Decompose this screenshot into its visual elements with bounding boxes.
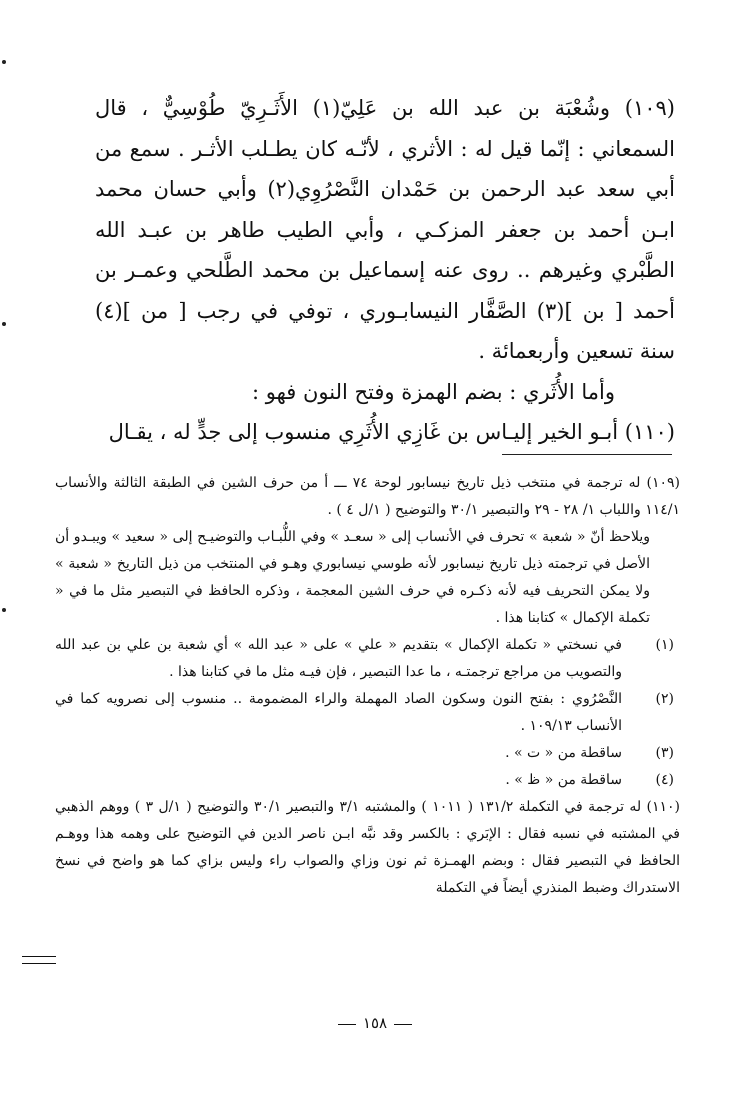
continuation-mark [22, 956, 56, 964]
margin-mark [2, 322, 6, 326]
footnote-item [55, 740, 680, 767]
footnote-item [55, 686, 680, 740]
margin-mark [2, 608, 6, 612]
page-number-dash [338, 1024, 356, 1025]
margin-mark [2, 60, 6, 64]
footnote-number: (٤) [655, 772, 674, 788]
footnote-entry-110: (١١٠) له ترجمة في التكملة ١٣١/٢ ( ١٠١١ ) والمشتبه ٣/١ والتبصير ٣٠/١ والتوضيح ( ١/ل ٣ ) ووهم الذهبي في المشتبه في نسبه فقال : الإبَري : بالكسر وقد نبَّه ابـن ناصر الدين في التوضيح على وهمه هذا ووهـم الحافظ في التبصير فقال : وبضم الهمـزة ثم نون وزاي والصواب راء وليس بزاي كما هو واضح في نسخ الاستدراك وضبط المنذري أيضاً في التكملة [55, 799, 680, 896]
main-text [95, 88, 675, 453]
entry-109: (١٠٩) وشُعْبَة بن عبد الله بن عَلِيّ(١) الأَثَـرِيّ طُوْسِيٌّ ، قال السمعاني : إنّما قيل له : الأثري ، لأنّـه كان يطـلب الأثـر . سمع من أبي سعد عبد الرحمن بن حَمْدان النَّصْرُوِي(٢) وأبي حسان محمد ابـن أحمد بن جعفر المزكـي ، وأبي الطيب طاهر بن عبـد الله الطَّبْري وغيرهم .. روى عنه إسماعيل بن محمد الطَّلحي وعمـر بن أحمد [ بن ](٣) الصَّفَّار النيسابـوري ، توفي في رجب [ من ](٤) سنة تسعين وأربعمائة . [95, 96, 676, 363]
footnote-number: (٢) [655, 691, 674, 707]
footnote-text: ساقطة من « ت » . [505, 745, 622, 761]
section-heading: وأما الأُثَري : بضم الهمزة وفتح النون فهو : [251, 379, 615, 404]
footnote-number: (١) [655, 637, 674, 653]
footnote-entry-109: (١٠٩) له ترجمة في منتخب ذيل تاريخ نيسابور لوحة ٧٤ ـــ أ من حرف الشين في الطبقة الثالثة والأنساب ١١٤/١ واللباب ١/ ٢٨ - ٢٩ والتبصير ٣٠/١ والتوضيح ( ١/ل ٤ ) . [55, 475, 680, 518]
page-number [0, 1014, 750, 1032]
footnote-text: ساقطة من « ظ » . [505, 772, 622, 788]
footnote-text: النَّصْرُوي : بفتح النون وسكون الصاد المهملة والراء المضمومة .. منسوب إلى نصرويه كما في الأنساب ١٠٩/١٣ . [55, 691, 622, 734]
footnote-number: (٣) [655, 745, 674, 761]
footnote-remark: ويلاحظ أنّ « شعبة » تحرف في الأنساب إلى « سعـد » وفي اللُّبـاب والتوضيـح إلى « سعيد » ويبـدو أن الأصل في ترجمته ذيل تاريخ نيسابور لأنه طوسي نيسابوري وهـو في المنتخب من ذيل التاريخ « شعبة » ولا يمكن التحريف فيه لأنه ذكـره في حرف الشين المعجمة ، وذكره الحافظ في التبصير مثل ما في « تكملة الإكمال » كتابنا هذا . [55, 529, 650, 626]
entry-110: (١١٠) أبـو الخير إليـاس بن غَازِي الأُثَرِي منسوب إلى جدٍّ له ، يقـال [108, 420, 675, 444]
footnote-item [55, 767, 680, 794]
page-number-dash [394, 1024, 412, 1025]
footnote-item [55, 632, 680, 686]
footnote-text: في نسختي « تكملة الإكمال » بتقديم « علي » على « عبد الله » أي شعبة بن علي بن عبد الله والتصويب من مراجع ترجمتـه ، ما عدا التبصير ، فإن فيـه مثل ما في كتابنا هذا . [55, 637, 622, 680]
footnotes [55, 470, 680, 902]
page-number-value: ١٥٨ [362, 1014, 388, 1032]
footnote-separator [502, 454, 672, 455]
